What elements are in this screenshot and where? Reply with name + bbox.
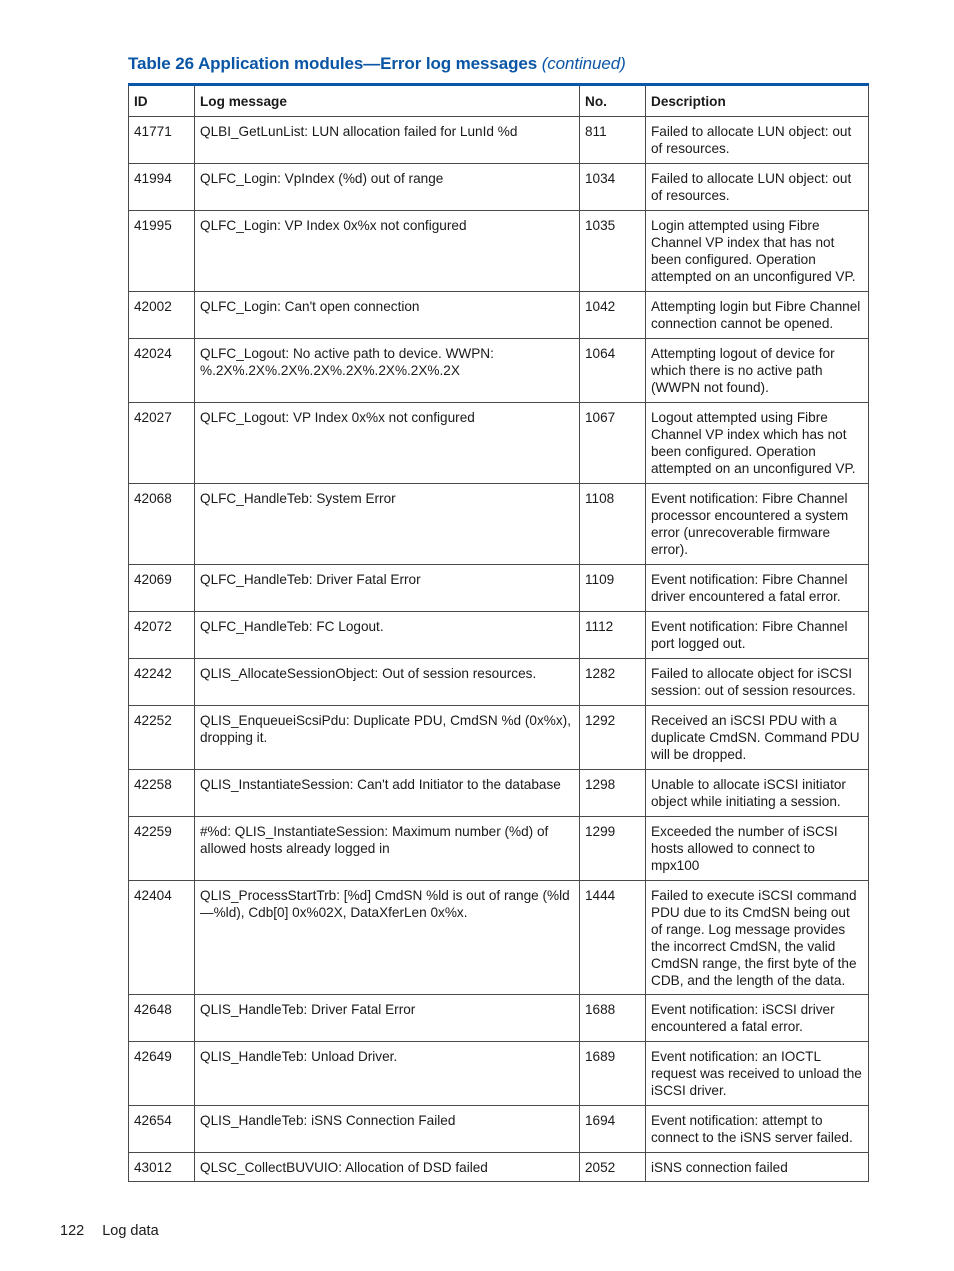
cell-description: Event notification: an IOCTL request was received to unload the iSCSI driver. bbox=[646, 1042, 869, 1106]
cell-description: Exceeded the number of iSCSI hosts allowed to connect to mpx100 bbox=[646, 817, 869, 881]
column-header-number: No. bbox=[580, 85, 646, 117]
cell-description: Event notification: Fibre Channel port logged out. bbox=[646, 612, 869, 659]
cell-id: 42404 bbox=[129, 881, 195, 995]
cell-number: 1282 bbox=[580, 659, 646, 706]
caption-continued: (continued) bbox=[541, 54, 626, 73]
cell-id: 42649 bbox=[129, 1042, 195, 1106]
cell-id: 42068 bbox=[129, 484, 195, 565]
cell-id: 42258 bbox=[129, 770, 195, 817]
table-row bbox=[129, 565, 869, 612]
cell-log-message: QLIS_HandleTeb: Driver Fatal Error bbox=[195, 995, 580, 1042]
caption-title: Table 26 Application modules—Error log messages bbox=[128, 54, 538, 73]
cell-number: 1064 bbox=[580, 339, 646, 403]
table-row bbox=[129, 770, 869, 817]
cell-number: 1694 bbox=[580, 1106, 646, 1153]
cell-number: 1067 bbox=[580, 403, 646, 484]
cell-number: 1298 bbox=[580, 770, 646, 817]
cell-number: 2052 bbox=[580, 1153, 646, 1182]
table-row bbox=[129, 1042, 869, 1106]
cell-number: 1444 bbox=[580, 881, 646, 995]
cell-log-message: QLFC_Logout: VP Index 0x%x not configured bbox=[195, 403, 580, 484]
table-row bbox=[129, 1153, 869, 1182]
cell-id: 42654 bbox=[129, 1106, 195, 1153]
table-row bbox=[129, 1106, 869, 1153]
table-row bbox=[129, 403, 869, 484]
table-caption bbox=[128, 54, 626, 74]
cell-id: 42072 bbox=[129, 612, 195, 659]
cell-log-message: QLFC_HandleTeb: Driver Fatal Error bbox=[195, 565, 580, 612]
cell-log-message: QLIS_ProcessStartTrb: [%d] CmdSN %ld is out of range (%ld—%ld), Cdb[0] 0x%02X, DataXferLen 0x%x. bbox=[195, 881, 580, 995]
cell-id: 42069 bbox=[129, 565, 195, 612]
cell-id: 42242 bbox=[129, 659, 195, 706]
cell-description: Logout attempted using Fibre Channel VP index which has not been configured. Operation attempted on an unconfigured VP. bbox=[646, 403, 869, 484]
cell-id: 42259 bbox=[129, 817, 195, 881]
cell-number: 1292 bbox=[580, 706, 646, 770]
cell-log-message: QLFC_Login: VP Index 0x%x not configured bbox=[195, 211, 580, 292]
cell-log-message: QLFC_Login: Can't open connection bbox=[195, 292, 580, 339]
cell-number: 1042 bbox=[580, 292, 646, 339]
cell-log-message: QLBI_GetLunList: LUN allocation failed for LunId %d bbox=[195, 117, 580, 164]
cell-description: Failed to allocate object for iSCSI session: out of session resources. bbox=[646, 659, 869, 706]
cell-number: 1034 bbox=[580, 164, 646, 211]
table-row bbox=[129, 881, 869, 995]
table-row bbox=[129, 612, 869, 659]
cell-number: 1299 bbox=[580, 817, 646, 881]
cell-id: 42024 bbox=[129, 339, 195, 403]
cell-id: 42027 bbox=[129, 403, 195, 484]
footer-section: Log data bbox=[102, 1223, 159, 1239]
page-number: 122 bbox=[60, 1223, 85, 1239]
table-row bbox=[129, 659, 869, 706]
cell-number: 1688 bbox=[580, 995, 646, 1042]
cell-log-message: QLIS_InstantiateSession: Can't add Initiator to the database bbox=[195, 770, 580, 817]
cell-description: Received an iSCSI PDU with a duplicate CmdSN. Command PDU will be dropped. bbox=[646, 706, 869, 770]
cell-description: Login attempted using Fibre Channel VP index that has not been configured. Operation attempted on an unconfigured VP. bbox=[646, 211, 869, 292]
column-header-description: Description bbox=[646, 85, 869, 117]
cell-description: Failed to execute iSCSI command PDU due to its CmdSN being out of range. Log message provides the incorrect CmdSN, the valid CmdSN range, the first byte of the CDB, and the length of the data. bbox=[646, 881, 869, 995]
page-footer bbox=[60, 1223, 159, 1239]
cell-description: iSNS connection failed bbox=[646, 1153, 869, 1182]
cell-description: Unable to allocate iSCSI initiator object while initiating a session. bbox=[646, 770, 869, 817]
cell-description: Failed to allocate LUN object: out of resources. bbox=[646, 117, 869, 164]
table-row bbox=[129, 339, 869, 403]
cell-log-message: QLFC_Logout: No active path to device. WWPN: %.2X%.2X%.2X%.2X%.2X%.2X%.2X%.2X bbox=[195, 339, 580, 403]
table-row bbox=[129, 292, 869, 339]
cell-description: Event notification: iSCSI driver encountered a fatal error. bbox=[646, 995, 869, 1042]
cell-log-message: QLFC_HandleTeb: FC Logout. bbox=[195, 612, 580, 659]
cell-description: Event notification: attempt to connect to the iSNS server failed. bbox=[646, 1106, 869, 1153]
cell-log-message: QLSC_CollectBUVUIO: Allocation of DSD failed bbox=[195, 1153, 580, 1182]
column-header-id: ID bbox=[129, 85, 195, 117]
cell-id: 42002 bbox=[129, 292, 195, 339]
cell-description: Attempting logout of device for which there is no active path (WWPN not found). bbox=[646, 339, 869, 403]
cell-log-message: QLFC_HandleTeb: System Error bbox=[195, 484, 580, 565]
table-row bbox=[129, 484, 869, 565]
cell-number: 1689 bbox=[580, 1042, 646, 1106]
cell-id: 42252 bbox=[129, 706, 195, 770]
cell-number: 1112 bbox=[580, 612, 646, 659]
cell-log-message: QLIS_EnqueueiScsiPdu: Duplicate PDU, CmdSN %d (0x%x), dropping it. bbox=[195, 706, 580, 770]
cell-id: 41771 bbox=[129, 117, 195, 164]
cell-id: 42648 bbox=[129, 995, 195, 1042]
cell-id: 41994 bbox=[129, 164, 195, 211]
cell-number: 1035 bbox=[580, 211, 646, 292]
cell-number: 811 bbox=[580, 117, 646, 164]
cell-log-message: #%d: QLIS_InstantiateSession: Maximum number (%d) of allowed hosts already logged in bbox=[195, 817, 580, 881]
table-row bbox=[129, 817, 869, 881]
cell-log-message: QLIS_HandleTeb: Unload Driver. bbox=[195, 1042, 580, 1106]
error-log-table bbox=[128, 83, 869, 1182]
table-row bbox=[129, 706, 869, 770]
cell-log-message: QLFC_Login: VpIndex (%d) out of range bbox=[195, 164, 580, 211]
table-row bbox=[129, 211, 869, 292]
cell-number: 1109 bbox=[580, 565, 646, 612]
table-row bbox=[129, 117, 869, 164]
cell-id: 43012 bbox=[129, 1153, 195, 1182]
cell-log-message: QLIS_HandleTeb: iSNS Connection Failed bbox=[195, 1106, 580, 1153]
cell-description: Attempting login but Fibre Channel connection cannot be opened. bbox=[646, 292, 869, 339]
cell-description: Event notification: Fibre Channel driver encountered a fatal error. bbox=[646, 565, 869, 612]
column-header-log-message: Log message bbox=[195, 85, 580, 117]
table-row bbox=[129, 164, 869, 211]
cell-description: Event notification: Fibre Channel processor encountered a system error (unrecoverable firmware error). bbox=[646, 484, 869, 565]
cell-id: 41995 bbox=[129, 211, 195, 292]
cell-log-message: QLIS_AllocateSessionObject: Out of session resources. bbox=[195, 659, 580, 706]
cell-description: Failed to allocate LUN object: out of resources. bbox=[646, 164, 869, 211]
cell-number: 1108 bbox=[580, 484, 646, 565]
table-header-row bbox=[129, 85, 869, 117]
table-row bbox=[129, 995, 869, 1042]
